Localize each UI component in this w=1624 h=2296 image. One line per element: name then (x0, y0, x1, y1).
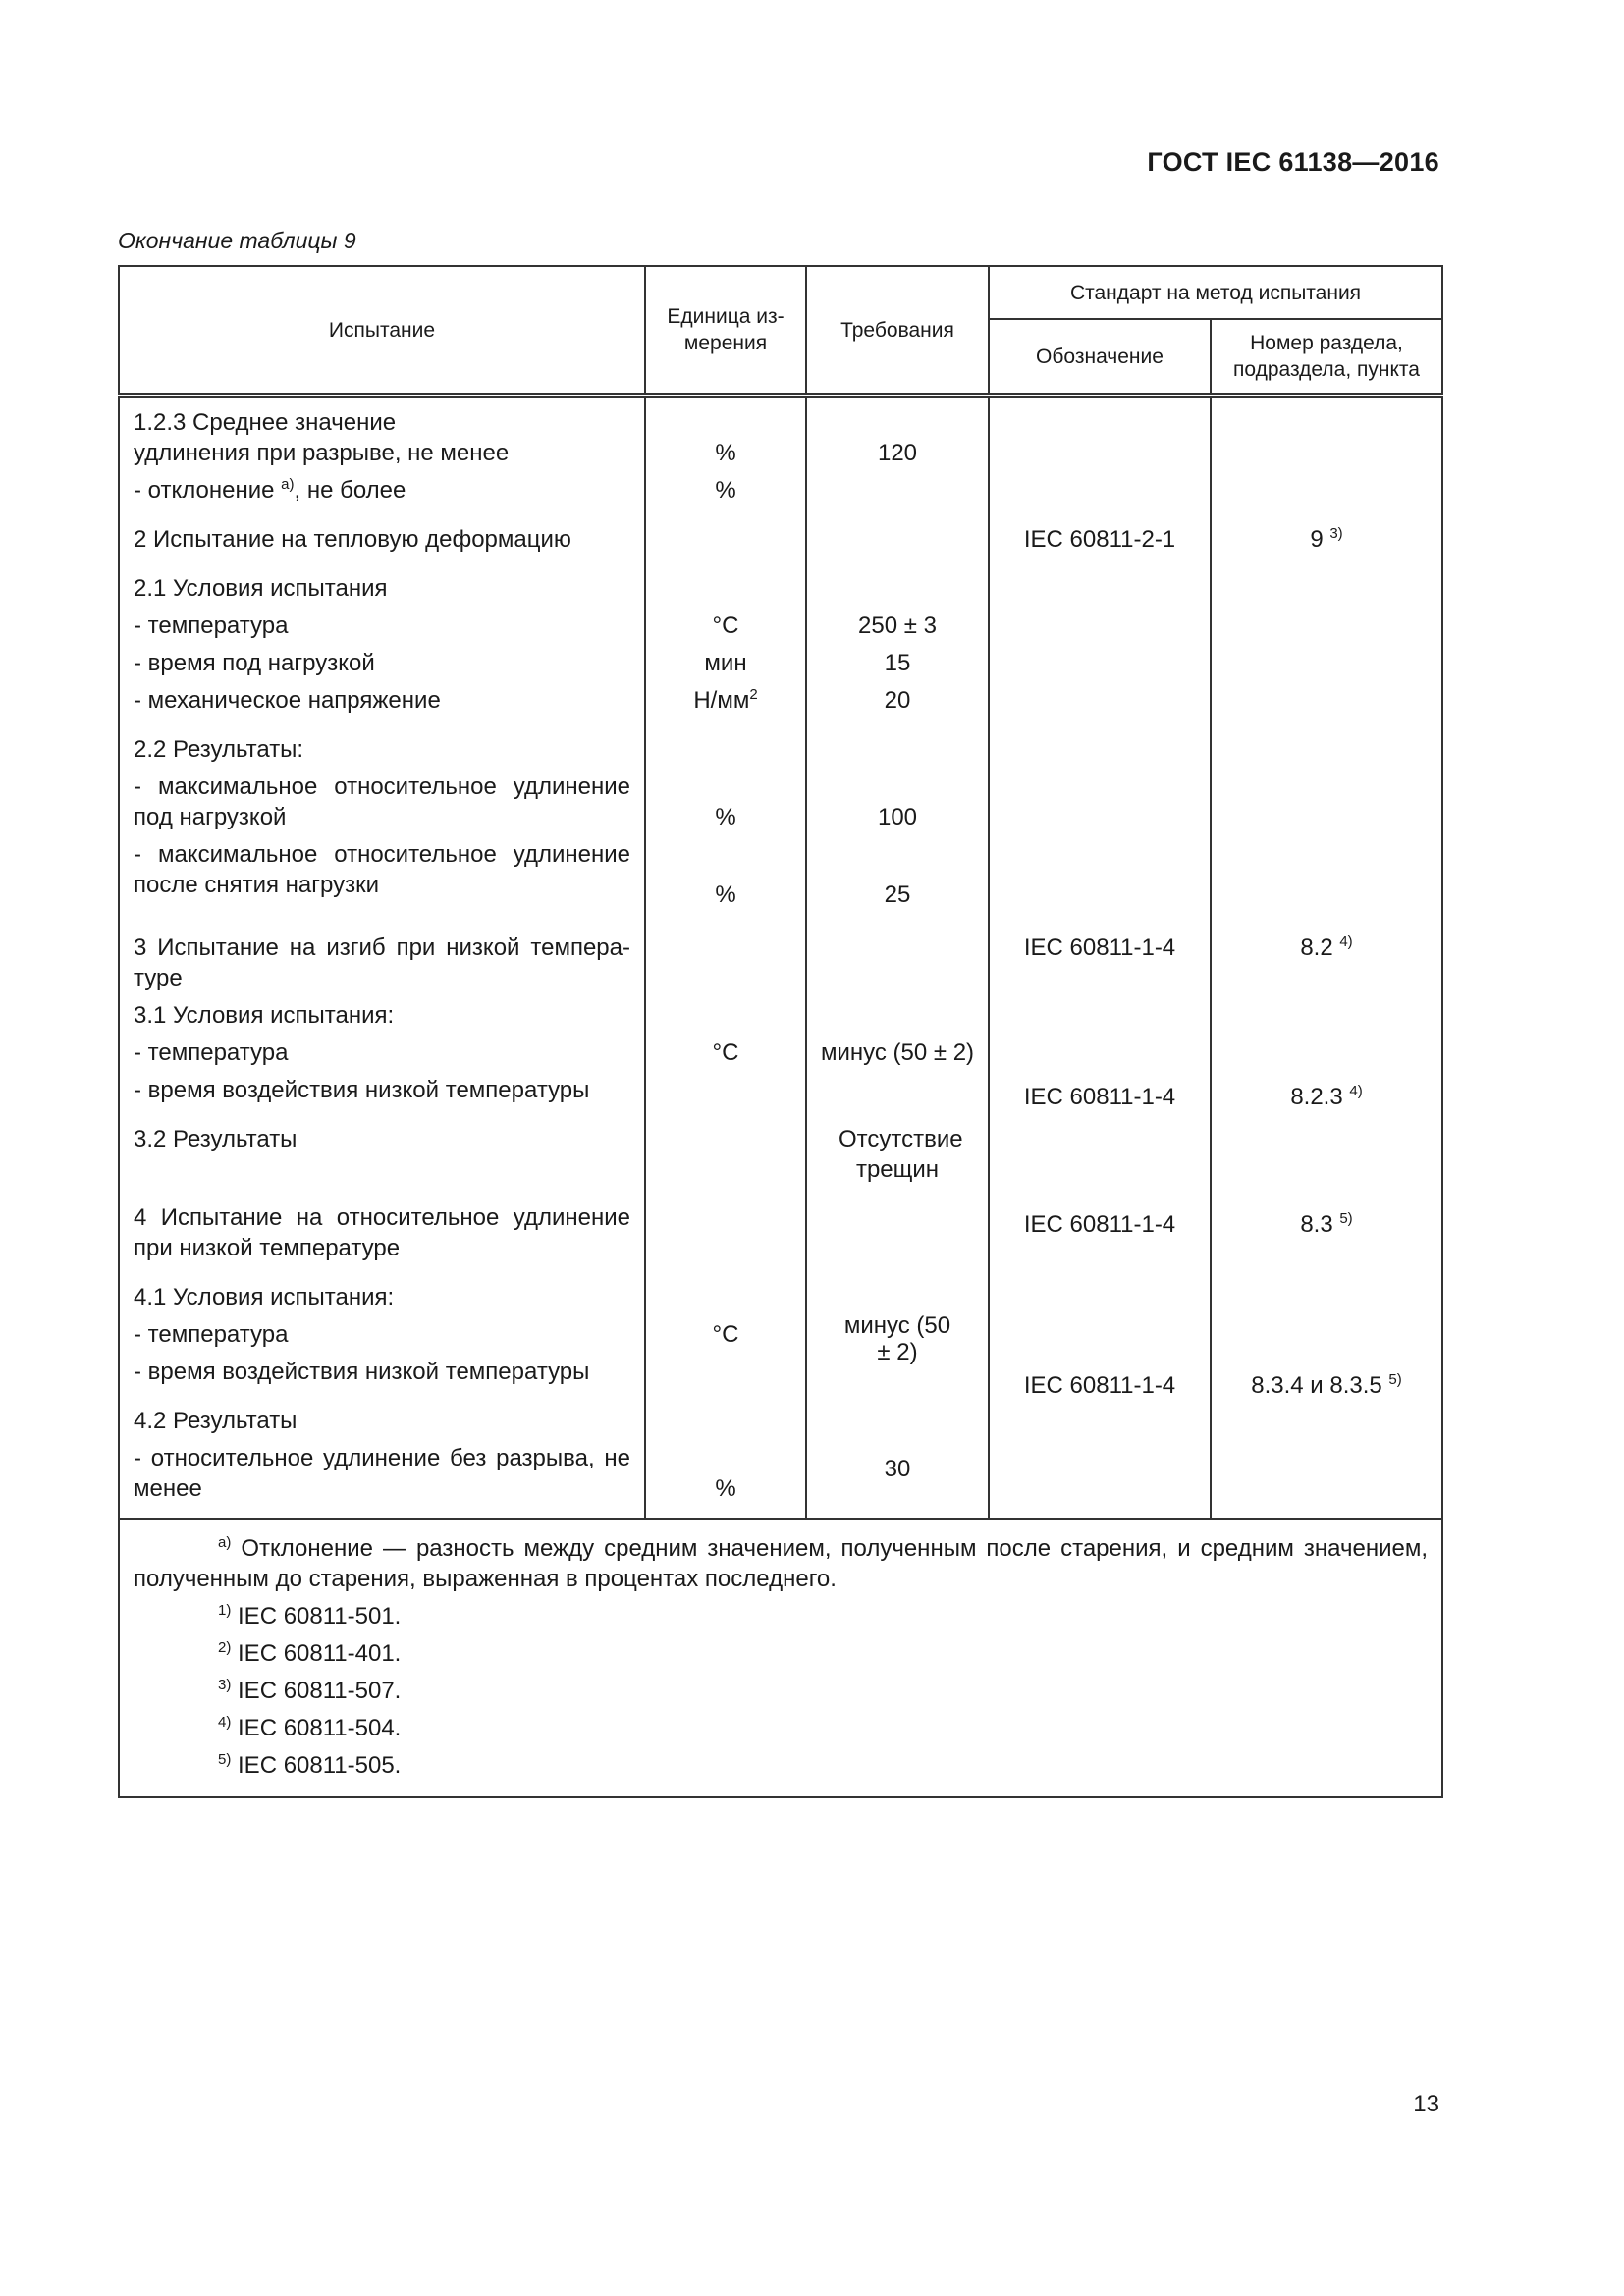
footnote-ref: 4) (1339, 934, 1353, 950)
test-cell: 4 Испытание на относительное удлинение при низкой температуре (134, 1204, 630, 1261)
designation-cell: IEC 60811-1-4 (1023, 934, 1176, 961)
footnote-text: IEC 60811-401. (231, 1640, 402, 1667)
test-cell: - время воздействия низкой температуры (134, 1359, 590, 1385)
test-cell: 2.2 Результаты: (134, 736, 304, 763)
test-cell: - максимальное относительное удлинение под нагрузкой (134, 774, 630, 830)
note-a (134, 1533, 1428, 1594)
requirement-cell: ± 2) (877, 1339, 918, 1365)
unit-cell: % (715, 477, 736, 504)
requirement-cell: 250 ± 3 (858, 613, 937, 639)
requirement-cell: минус (50 ± 2) (820, 1040, 975, 1066)
section-cell-text: 8.3 (1300, 1211, 1340, 1238)
test-cell: 4.1 Условия испытания: (134, 1284, 395, 1310)
footnote (134, 1601, 1428, 1631)
footnote-text: IEC 60811-507. (231, 1678, 402, 1704)
test-cell (134, 475, 630, 506)
footnote-ref: 5) (1388, 1371, 1402, 1388)
footnote-ref: а) (281, 476, 295, 493)
test-cell: - время под нагрузкой (134, 650, 375, 676)
section-cell-text: 8.2.3 (1290, 1084, 1350, 1110)
col-header-test: Испытание (119, 266, 645, 396)
page-number: 13 (1413, 2091, 1439, 2117)
designation-cell: IEC 60811-2-1 (1023, 526, 1176, 553)
test-cell-text: , не более (294, 477, 406, 504)
footnote (134, 1713, 1428, 1743)
col-header-unit-text: Единица из- мерения (667, 305, 785, 354)
unit-cell: % (715, 804, 736, 830)
unit-column (645, 396, 806, 1520)
section-cell (1225, 1370, 1428, 1401)
unit-cell: мин (704, 650, 747, 676)
unit-cell: °C (712, 613, 739, 639)
col-header-standard: Стандарт на метод испытания (989, 266, 1442, 319)
requirement-cell: 100 (877, 804, 918, 830)
footnote-ref: 3) (1329, 525, 1343, 542)
requirements-column (806, 396, 989, 1520)
test-cell: - температура (134, 1040, 289, 1066)
test-cell: - механическое напряжение (134, 687, 441, 714)
test-cell: - относительное удлинение без разрыва, не менее (134, 1445, 630, 1502)
col-header-section (1211, 319, 1442, 396)
unit-cell (660, 685, 791, 716)
footnote (134, 1750, 1428, 1781)
test-column (119, 396, 645, 1520)
section-cell (1225, 1209, 1428, 1240)
standards-table (118, 265, 1443, 1798)
unit-superscript: 2 (749, 686, 758, 703)
note-text: Отклонение — разность между средним значением, полученным после старения, и средним значением, полученным до старения, выраженная в процентах последнего. (134, 1535, 1429, 1592)
section-cell (1225, 933, 1428, 963)
test-cell: удлинения при разрыве, не менее (134, 440, 510, 466)
unit-cell: °C (712, 1321, 739, 1348)
footnote-text: IEC 60811-504. (231, 1715, 402, 1741)
designation-cell: IEC 60811-1-4 (1023, 1211, 1176, 1238)
unit-cell-text: Н/мм (693, 687, 750, 714)
footnote-text: IEC 60811-501. (231, 1603, 402, 1629)
note-mark: а) (218, 1534, 232, 1551)
requirement-cell: Отсутствие трещин (839, 1126, 963, 1183)
designation-column (989, 396, 1211, 1520)
col-header-requirements: Требования (806, 266, 989, 396)
test-cell: 2.1 Условия испытания (134, 575, 388, 602)
test-cell: - время воздействия низкой температуры (134, 1077, 590, 1103)
footnote-mark: 5) (218, 1751, 232, 1768)
section-cell (1225, 524, 1428, 555)
footnote-text: IEC 60811-505. (231, 1752, 402, 1779)
test-cell: 2 Испытание на тепловую деформацию (134, 526, 571, 553)
test-cell: - температура (134, 1321, 289, 1348)
test-cell: 3.1 Условия испытания: (134, 1002, 395, 1029)
footnote-ref: 5) (1339, 1210, 1353, 1227)
col-header-designation: Обозначение (989, 319, 1211, 396)
unit-cell: % (715, 440, 736, 466)
test-cell: 4.2 Результаты (134, 1408, 298, 1434)
footnote-mark: 1) (218, 1602, 232, 1619)
table-caption: Окончание таблицы 9 (118, 228, 356, 253)
designation-cell: IEC 60811-1-4 (1023, 1084, 1176, 1110)
test-cell: 1.2.3 Среднее значение (134, 409, 397, 436)
footnote-ref: 4) (1349, 1083, 1363, 1099)
designation-cell: IEC 60811-1-4 (1023, 1372, 1176, 1399)
table-notes-row (119, 1519, 1442, 1797)
footnote-mark: 2) (218, 1639, 232, 1656)
footnote (134, 1638, 1428, 1669)
table-notes (119, 1519, 1442, 1797)
test-cell: 3.2 Результаты (134, 1126, 298, 1152)
section-cell-text: 8.3.4 и 8.3.5 (1251, 1372, 1389, 1399)
section-cell-text: 8.2 (1300, 934, 1340, 961)
section-column (1211, 396, 1442, 1520)
footnote-mark: 4) (218, 1714, 232, 1731)
unit-cell: % (715, 1475, 736, 1502)
col-header-unit (645, 266, 806, 396)
table-body-row (119, 396, 1442, 1520)
requirement-cell: 15 (884, 650, 911, 676)
section-cell (1225, 1082, 1428, 1112)
test-cell-text: - отклонение (134, 477, 282, 504)
footnote-mark: 3) (218, 1677, 232, 1693)
test-cell: 3 Испытание на изгиб при низкой темпера-туре (134, 934, 630, 991)
unit-cell: % (715, 881, 736, 908)
section-cell-text: 9 (1310, 526, 1330, 553)
document-header: ГОСТ IEC 61138—2016 (1147, 147, 1439, 177)
requirement-cell: 25 (884, 881, 911, 908)
requirement-cell: 30 (884, 1456, 911, 1482)
col-header-section-text: Номер раздела, подраздела, пункта (1233, 332, 1420, 381)
unit-cell: °C (712, 1040, 739, 1066)
requirement-cell: минус (50 (843, 1312, 951, 1339)
footnote (134, 1676, 1428, 1706)
test-cell: - максимальное относительное удлинение после снятия нагрузки (134, 841, 630, 898)
test-cell: - температура (134, 613, 289, 639)
requirement-cell: 20 (884, 687, 911, 714)
requirement-cell: 120 (877, 440, 918, 466)
